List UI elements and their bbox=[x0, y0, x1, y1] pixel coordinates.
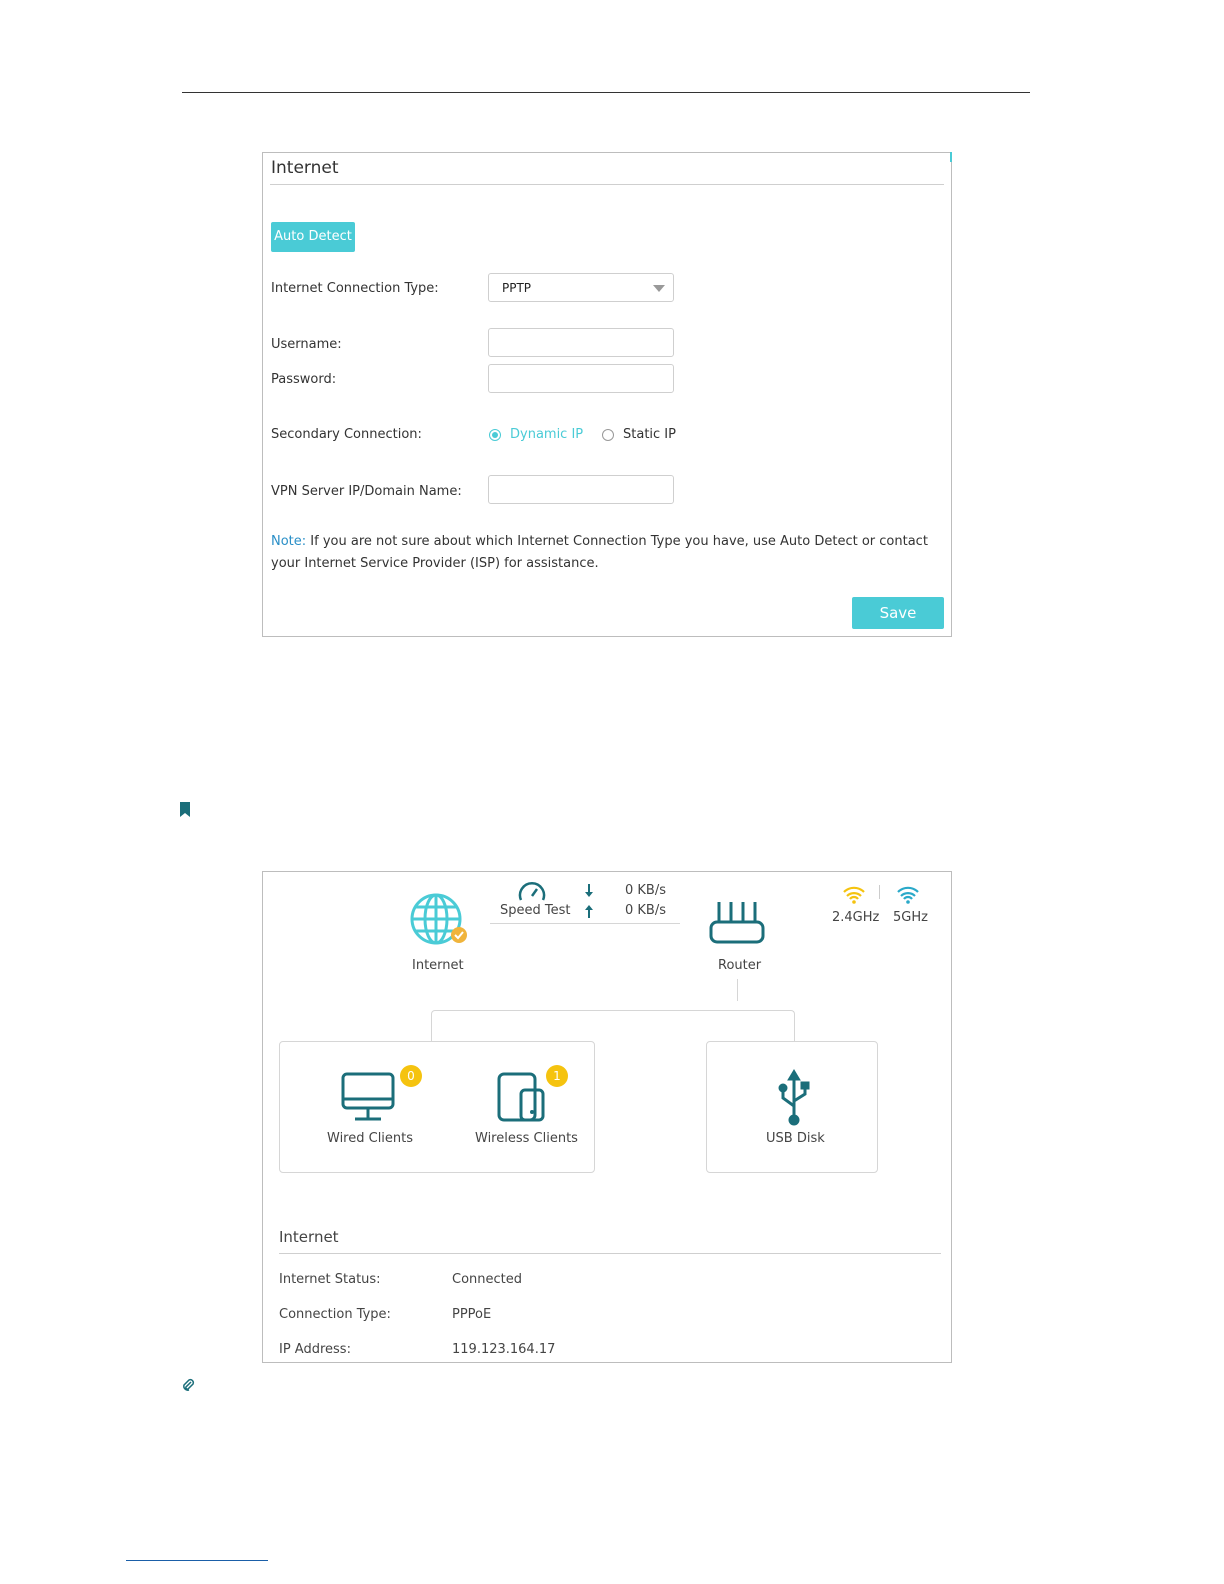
username-label: Username: bbox=[271, 337, 342, 352]
panel-corner-accent bbox=[950, 152, 952, 162]
wifi-icon[interactable] bbox=[897, 886, 919, 908]
static-ip-radio[interactable] bbox=[602, 429, 614, 441]
router-label: Router bbox=[718, 958, 762, 973]
username-input[interactable] bbox=[488, 328, 674, 357]
usb-icon[interactable] bbox=[777, 1068, 811, 1130]
arrow-down-icon bbox=[584, 883, 594, 902]
page-header-rule bbox=[182, 92, 1030, 93]
wired-clients-label[interactable]: Wired Clients bbox=[327, 1131, 414, 1146]
note-text: If you are not sure about which Internet Connection Type you have, use Auto Detect or contact your Internet Service Provider (ISP) for assistance. bbox=[271, 534, 928, 571]
ip-address-value: 119.123.164.17 bbox=[452, 1342, 556, 1357]
arrow-up-icon bbox=[584, 903, 594, 922]
note-key: Note: bbox=[271, 534, 307, 549]
router-connector bbox=[737, 979, 738, 1001]
wifi-icon[interactable] bbox=[843, 886, 865, 908]
monitor-icon[interactable] bbox=[341, 1072, 395, 1126]
usb-disk-label[interactable]: USB Disk bbox=[766, 1131, 825, 1146]
internet-status-label: Internet Status: bbox=[279, 1272, 381, 1287]
footnote-rule bbox=[126, 1560, 268, 1561]
clients-card bbox=[279, 1041, 595, 1173]
connection-type-label: Internet Connection Type: bbox=[271, 281, 439, 296]
internet-label: Internet bbox=[412, 958, 464, 973]
title-divider bbox=[270, 184, 944, 185]
status-section-title: Internet bbox=[279, 1228, 339, 1246]
vpn-server-label: VPN Server IP/Domain Name: bbox=[271, 484, 462, 499]
network-map-panel bbox=[262, 871, 952, 1363]
auto-detect-button[interactable]: Auto Detect bbox=[271, 222, 355, 252]
secondary-connection-label: Secondary Connection: bbox=[271, 427, 422, 442]
wifi-5-label: 5GHz bbox=[893, 910, 928, 925]
speed-divider bbox=[490, 923, 680, 924]
check-badge-icon bbox=[450, 926, 468, 948]
download-speed: 0 KB/s bbox=[625, 883, 666, 898]
static-ip-option-label[interactable]: Static IP bbox=[623, 427, 676, 442]
vpn-server-input[interactable] bbox=[488, 475, 674, 504]
help-note bbox=[271, 531, 947, 575]
wired-clients-count-badge: 0 bbox=[400, 1065, 422, 1087]
internet-status-value: Connected bbox=[452, 1272, 523, 1287]
connection-type-value: PPPoE bbox=[452, 1307, 492, 1322]
panel-title: Internet bbox=[271, 158, 339, 178]
dynamic-ip-option-label[interactable]: Dynamic IP bbox=[510, 427, 584, 442]
upload-speed: 0 KB/s bbox=[625, 903, 666, 918]
password-input[interactable] bbox=[488, 364, 674, 393]
status-divider bbox=[279, 1253, 941, 1254]
wifi-separator bbox=[879, 885, 880, 899]
bookmark-icon bbox=[180, 802, 190, 821]
ip-address-label: IP Address: bbox=[279, 1342, 351, 1357]
save-button[interactable]: Save bbox=[852, 597, 944, 629]
tablet-phone-icon[interactable] bbox=[497, 1072, 547, 1126]
connection-type-value: PPTP bbox=[502, 281, 532, 295]
paperclip-icon bbox=[181, 1377, 195, 1396]
usb-card bbox=[706, 1041, 878, 1173]
wireless-clients-count-badge: 1 bbox=[546, 1065, 568, 1087]
wifi-24-label: 2.4GHz bbox=[832, 910, 880, 925]
connection-type-label: Connection Type: bbox=[279, 1307, 391, 1322]
wireless-clients-label[interactable]: Wireless Clients bbox=[475, 1131, 578, 1146]
password-label: Password: bbox=[271, 372, 337, 387]
dynamic-ip-radio[interactable] bbox=[489, 429, 501, 441]
chevron-down-icon bbox=[653, 285, 665, 292]
speed-test-label[interactable]: Speed Test bbox=[500, 903, 571, 918]
router-icon[interactable] bbox=[709, 900, 765, 950]
connection-type-select[interactable] bbox=[488, 273, 674, 302]
tree-connector bbox=[431, 1010, 795, 1042]
internet-settings-panel bbox=[262, 152, 952, 637]
